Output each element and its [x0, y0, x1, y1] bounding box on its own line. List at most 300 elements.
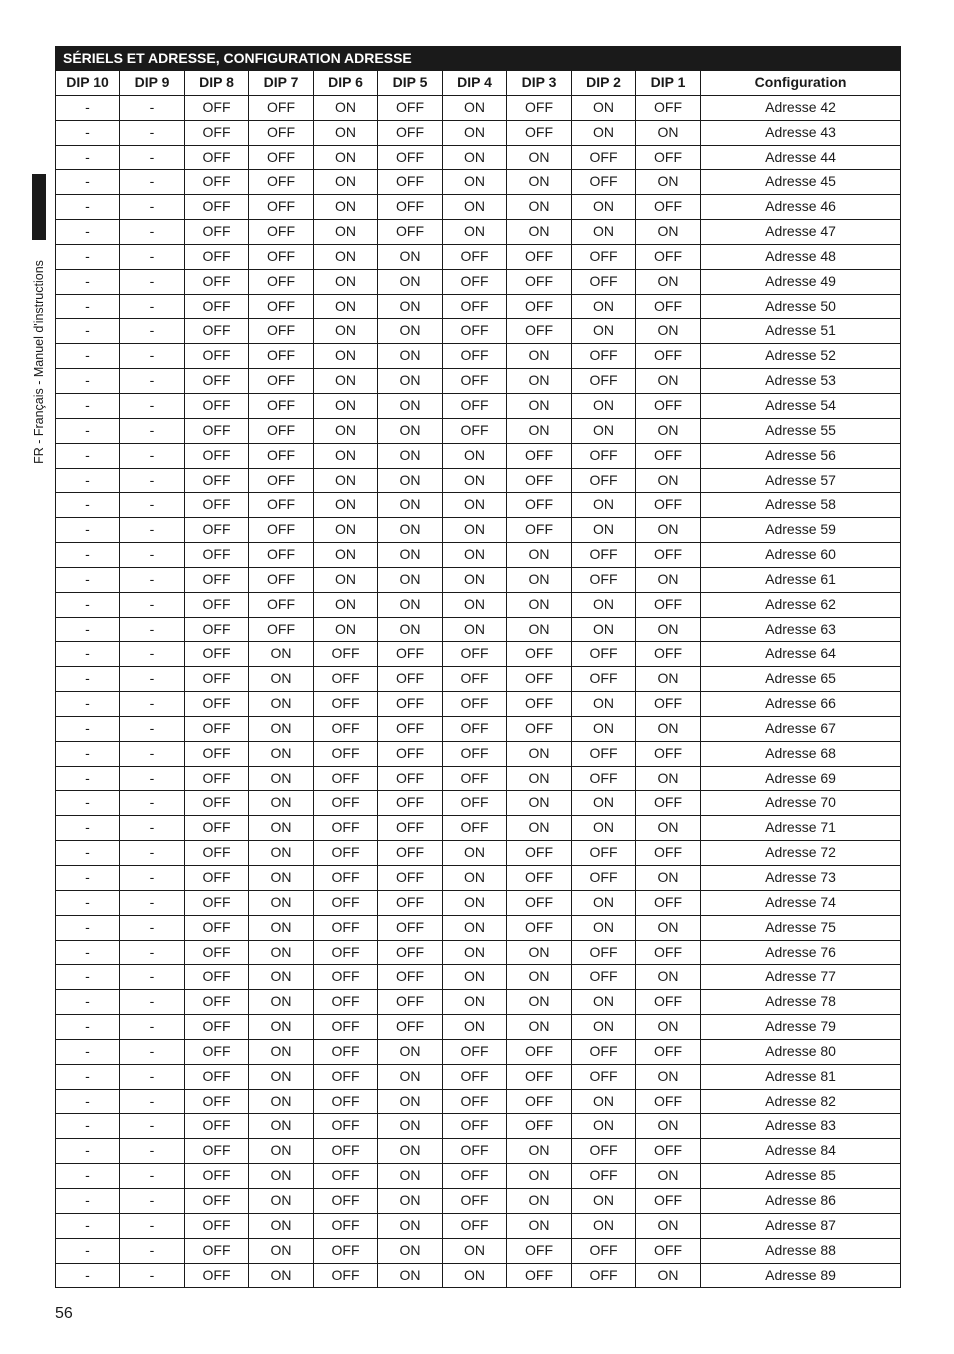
dip-switch-cell: ON [443, 145, 507, 170]
dip-switch-cell: OFF [443, 418, 507, 443]
dip-switch-cell: OFF [507, 120, 572, 145]
dip-switch-cell: OFF [185, 890, 249, 915]
dip-switch-cell: - [120, 965, 185, 990]
configuration-cell: Adresse 67 [701, 716, 901, 741]
dip-switch-cell: OFF [185, 518, 249, 543]
dip-switch-cell: OFF [378, 841, 443, 866]
dip-switch-cell: ON [314, 617, 378, 642]
dip-switch-cell: ON [507, 741, 572, 766]
table-row [56, 692, 901, 717]
dip-switch-cell: ON [378, 1213, 443, 1238]
dip-switch-cell: OFF [185, 1089, 249, 1114]
dip-switch-cell: ON [249, 692, 314, 717]
dip-switch-cell: ON [636, 567, 701, 592]
dip-switch-cell: ON [443, 195, 507, 220]
dip-switch-cell: - [120, 518, 185, 543]
dip-switch-cell: OFF [507, 1263, 572, 1288]
dip-switch-cell: OFF [185, 1188, 249, 1213]
dip-switch-cell: ON [249, 1164, 314, 1189]
dip-switch-cell: ON [378, 493, 443, 518]
table-title-row [56, 47, 901, 71]
dip-switch-cell: OFF [507, 716, 572, 741]
dip-switch-cell: OFF [507, 319, 572, 344]
dip-switch-cell: ON [443, 841, 507, 866]
dip-switch-cell: - [120, 766, 185, 791]
table-row [56, 567, 901, 592]
dip-switch-cell: OFF [378, 990, 443, 1015]
dip-switch-cell: OFF [185, 816, 249, 841]
table-row [56, 344, 901, 369]
dip-switch-cell: ON [572, 518, 636, 543]
dip-switch-cell: OFF [314, 1064, 378, 1089]
dip-switch-cell: OFF [443, 1139, 507, 1164]
dip-switch-cell: - [120, 468, 185, 493]
dip-switch-cell: OFF [249, 369, 314, 394]
dip-switch-cell: - [120, 816, 185, 841]
dip-switch-cell: ON [249, 915, 314, 940]
configuration-cell: Adresse 74 [701, 890, 901, 915]
dip-switch-cell: ON [636, 1263, 701, 1288]
dip-switch-cell: ON [572, 816, 636, 841]
dip-switch-cell: ON [507, 220, 572, 245]
configuration-cell: Adresse 43 [701, 120, 901, 145]
dip-switch-cell: ON [443, 990, 507, 1015]
dip-switch-cell: ON [443, 443, 507, 468]
dip-switch-cell: OFF [572, 344, 636, 369]
column-header: DIP 7 [249, 71, 314, 96]
configuration-cell: Adresse 51 [701, 319, 901, 344]
dip-switch-cell: ON [249, 1139, 314, 1164]
column-header: DIP 4 [443, 71, 507, 96]
dip-switch-cell: - [56, 816, 120, 841]
table-row [56, 1139, 901, 1164]
dip-switch-cell: - [56, 1263, 120, 1288]
table-row [56, 195, 901, 220]
dip-switch-cell: ON [249, 766, 314, 791]
dip-switch-cell: OFF [636, 642, 701, 667]
dip-switch-cell: ON [636, 716, 701, 741]
dip-switch-cell: OFF [378, 667, 443, 692]
dip-switch-cell: OFF [636, 95, 701, 120]
dip-switch-cell: ON [443, 567, 507, 592]
dip-switch-cell: OFF [185, 1238, 249, 1263]
dip-switch-cell: ON [636, 319, 701, 344]
configuration-cell: Adresse 65 [701, 667, 901, 692]
dip-switch-cell: OFF [378, 791, 443, 816]
table-row [56, 269, 901, 294]
configuration-cell: Adresse 56 [701, 443, 901, 468]
dip-switch-cell: OFF [314, 1139, 378, 1164]
dip-switch-cell: OFF [249, 592, 314, 617]
table-row [56, 1089, 901, 1114]
dip-switch-cell: OFF [572, 145, 636, 170]
table-row [56, 294, 901, 319]
dip-switch-cell: - [120, 319, 185, 344]
dip-switch-cell: OFF [185, 1015, 249, 1040]
dip-switch-cell: ON [249, 1188, 314, 1213]
table-row [56, 95, 901, 120]
dip-switch-cell: ON [636, 1064, 701, 1089]
dip-switch-cell: OFF [443, 344, 507, 369]
column-header: Configuration [701, 71, 901, 96]
dip-switch-cell: OFF [249, 617, 314, 642]
dip-switch-cell: ON [572, 1114, 636, 1139]
dip-switch-cell: OFF [314, 791, 378, 816]
dip-switch-cell: - [120, 791, 185, 816]
dip-switch-cell: ON [443, 493, 507, 518]
dip-switch-cell: - [56, 493, 120, 518]
dip-switch-cell: OFF [443, 294, 507, 319]
dip-switch-cell: ON [636, 120, 701, 145]
dip-switch-cell: OFF [378, 766, 443, 791]
dip-switch-cell: ON [636, 915, 701, 940]
dip-switch-cell: OFF [185, 592, 249, 617]
dip-switch-cell: OFF [378, 965, 443, 990]
dip-switch-cell: OFF [249, 393, 314, 418]
dip-switch-cell: ON [378, 1164, 443, 1189]
dip-switch-cell: - [120, 592, 185, 617]
dip-switch-cell: OFF [185, 642, 249, 667]
dip-switch-cell: ON [249, 841, 314, 866]
dip-switch-cell: OFF [636, 791, 701, 816]
dip-switch-cell: OFF [443, 393, 507, 418]
configuration-cell: Adresse 64 [701, 642, 901, 667]
dip-switch-cell: OFF [314, 1039, 378, 1064]
dip-switch-cell: ON [572, 1188, 636, 1213]
dip-switch-cell: OFF [378, 95, 443, 120]
dip-switch-cell: - [120, 244, 185, 269]
dip-switch-cell: OFF [185, 269, 249, 294]
dip-switch-cell: - [56, 244, 120, 269]
dip-switch-cell: ON [507, 766, 572, 791]
dip-switch-cell: ON [572, 195, 636, 220]
dip-switch-cell: ON [507, 990, 572, 1015]
table-row [56, 145, 901, 170]
dip-switch-cell: - [56, 393, 120, 418]
dip-switch-cell: ON [443, 592, 507, 617]
dip-switch-cell: OFF [314, 990, 378, 1015]
dip-switch-cell: OFF [443, 1114, 507, 1139]
dip-switch-cell: ON [507, 617, 572, 642]
configuration-cell: Adresse 62 [701, 592, 901, 617]
column-header: DIP 1 [636, 71, 701, 96]
table-row [56, 493, 901, 518]
dip-switch-cell: - [56, 1164, 120, 1189]
dip-switch-cell: ON [314, 592, 378, 617]
dip-switch-cell: - [56, 716, 120, 741]
column-header: DIP 8 [185, 71, 249, 96]
dip-switch-cell: OFF [185, 1064, 249, 1089]
dip-switch-cell: OFF [185, 195, 249, 220]
dip-switch-cell: ON [249, 1064, 314, 1089]
dip-switch-cell: ON [572, 617, 636, 642]
dip-switch-cell: ON [443, 890, 507, 915]
dip-switch-cell: OFF [249, 418, 314, 443]
dip-switch-cell: OFF [636, 1238, 701, 1263]
table-row [56, 741, 901, 766]
dip-switch-cell: ON [507, 567, 572, 592]
dip-switch-cell: ON [636, 866, 701, 891]
dip-switch-cell: OFF [443, 1039, 507, 1064]
dip-switch-cell: OFF [636, 890, 701, 915]
dip-switch-cell: ON [378, 1188, 443, 1213]
dip-switch-cell: OFF [507, 1039, 572, 1064]
column-header-row [56, 71, 901, 96]
table-row [56, 642, 901, 667]
table-row [56, 443, 901, 468]
dip-switch-cell: - [56, 120, 120, 145]
dip-switch-cell: - [56, 791, 120, 816]
dip-switch-cell: ON [378, 443, 443, 468]
dip-switch-cell: ON [572, 319, 636, 344]
dip-switch-cell: OFF [249, 220, 314, 245]
dip-switch-cell: OFF [443, 244, 507, 269]
dip-switch-cell: ON [378, 1238, 443, 1263]
dip-switch-cell: OFF [249, 95, 314, 120]
dip-switch-cell: OFF [249, 344, 314, 369]
dip-switch-cell: ON [443, 220, 507, 245]
configuration-cell: Adresse 45 [701, 170, 901, 195]
dip-switch-cell: ON [636, 369, 701, 394]
dip-switch-cell: - [120, 692, 185, 717]
dip-switch-cell: OFF [314, 1213, 378, 1238]
dip-switch-cell: OFF [443, 791, 507, 816]
dip-switch-cell: ON [572, 418, 636, 443]
configuration-cell: Adresse 70 [701, 791, 901, 816]
configuration-cell: Adresse 68 [701, 741, 901, 766]
dip-switch-cell: ON [249, 667, 314, 692]
dip-switch-cell: - [120, 393, 185, 418]
table-row [56, 965, 901, 990]
dip-switch-cell: OFF [314, 1238, 378, 1263]
dip-switch-cell: ON [314, 294, 378, 319]
dip-switch-cell: - [56, 468, 120, 493]
dip-switch-cell: - [120, 493, 185, 518]
dip-switch-cell: OFF [378, 642, 443, 667]
table-row [56, 1015, 901, 1040]
dip-switch-cell: OFF [378, 741, 443, 766]
dip-switch-cell: OFF [636, 543, 701, 568]
dip-switch-cell: ON [314, 344, 378, 369]
dip-switch-cell: OFF [185, 716, 249, 741]
table-row [56, 543, 901, 568]
dip-switch-cell: OFF [636, 592, 701, 617]
dip-switch-cell: - [120, 369, 185, 394]
dip-switch-cell: - [120, 95, 185, 120]
dip-switch-cell: OFF [507, 1089, 572, 1114]
dip-switch-cell: OFF [314, 642, 378, 667]
configuration-cell: Adresse 78 [701, 990, 901, 1015]
dip-switch-cell: ON [636, 667, 701, 692]
dip-switch-cell: - [120, 567, 185, 592]
dip-switch-cell: ON [636, 1114, 701, 1139]
dip-switch-cell: OFF [636, 393, 701, 418]
dip-switch-cell: OFF [507, 95, 572, 120]
dip-switch-cell: OFF [249, 518, 314, 543]
dip-switch-cell: ON [507, 393, 572, 418]
table-row [56, 841, 901, 866]
dip-switch-cell: OFF [507, 518, 572, 543]
dip-switch-cell: OFF [378, 816, 443, 841]
dip-switch-cell: ON [378, 319, 443, 344]
dip-switch-cell: OFF [572, 741, 636, 766]
dip-switch-cell: ON [314, 518, 378, 543]
table-row [56, 766, 901, 791]
dip-switch-cell: ON [507, 195, 572, 220]
dip-switch-cell: OFF [507, 269, 572, 294]
dip-switch-cell: OFF [572, 1164, 636, 1189]
dip-switch-cell: OFF [378, 915, 443, 940]
dip-switch-cell: ON [378, 1089, 443, 1114]
dip-switch-cell: ON [378, 418, 443, 443]
dip-switch-cell: OFF [572, 543, 636, 568]
dip-switch-cell: ON [378, 1263, 443, 1288]
dip-switch-cell: - [120, 1213, 185, 1238]
dip-switch-cell: - [56, 269, 120, 294]
dip-switch-cell: OFF [314, 915, 378, 940]
dip-switch-cell: OFF [572, 443, 636, 468]
dip-switch-cell: - [56, 965, 120, 990]
dip-switch-cell: OFF [572, 642, 636, 667]
table-row [56, 1238, 901, 1263]
dip-switch-cell: OFF [572, 965, 636, 990]
dip-switch-cell: OFF [249, 170, 314, 195]
dip-switch-cell: ON [249, 1213, 314, 1238]
configuration-cell: Adresse 53 [701, 369, 901, 394]
dip-switch-cell: - [56, 766, 120, 791]
dip-switch-cell: OFF [314, 1114, 378, 1139]
configuration-cell: Adresse 81 [701, 1064, 901, 1089]
dip-switch-cell: ON [572, 890, 636, 915]
dip-switch-cell: - [120, 1188, 185, 1213]
dip-switch-cell: OFF [314, 1188, 378, 1213]
dip-switch-cell: OFF [249, 567, 314, 592]
configuration-cell: Adresse 49 [701, 269, 901, 294]
dip-switch-cell: ON [636, 518, 701, 543]
dip-switch-cell: ON [314, 369, 378, 394]
dip-switch-cell: ON [378, 244, 443, 269]
dip-switch-cell: - [56, 369, 120, 394]
dip-switch-cell: ON [378, 468, 443, 493]
dip-switch-cell: OFF [185, 841, 249, 866]
dip-switch-cell: OFF [185, 1263, 249, 1288]
dip-switch-cell: ON [572, 1015, 636, 1040]
dip-switch-cell: ON [249, 890, 314, 915]
table-row [56, 1114, 901, 1139]
dip-switch-cell: OFF [185, 1139, 249, 1164]
dip-switch-cell: - [120, 890, 185, 915]
dip-switch-cell: ON [314, 468, 378, 493]
dip-switch-cell: - [56, 990, 120, 1015]
dip-switch-cell: ON [507, 418, 572, 443]
dip-switch-cell: OFF [185, 220, 249, 245]
configuration-cell: Adresse 54 [701, 393, 901, 418]
dip-switch-cell: OFF [185, 170, 249, 195]
configuration-cell: Adresse 75 [701, 915, 901, 940]
dip-switch-cell: - [56, 592, 120, 617]
dip-switch-cell: OFF [185, 915, 249, 940]
dip-switch-cell: OFF [636, 1039, 701, 1064]
configuration-cell: Adresse 88 [701, 1238, 901, 1263]
dip-switch-cell: - [120, 170, 185, 195]
dip-switch-cell: ON [572, 716, 636, 741]
dip-switch-cell: ON [314, 244, 378, 269]
dip-switch-cell: - [120, 344, 185, 369]
dip-switch-cell: - [56, 940, 120, 965]
dip-switch-cell: OFF [185, 766, 249, 791]
dip-switch-cell: OFF [185, 418, 249, 443]
dip-switch-cell: OFF [507, 692, 572, 717]
dip-switch-cell: OFF [185, 468, 249, 493]
dip-switch-cell: OFF [185, 1039, 249, 1064]
dip-switch-cell: OFF [314, 766, 378, 791]
dip-switch-cell: ON [249, 990, 314, 1015]
dip-switch-cell: ON [314, 493, 378, 518]
configuration-cell: Adresse 46 [701, 195, 901, 220]
dip-switch-cell: ON [636, 1164, 701, 1189]
dip-switch-cell: - [56, 145, 120, 170]
dip-switch-cell: ON [572, 1213, 636, 1238]
configuration-cell: Adresse 72 [701, 841, 901, 866]
dip-switch-cell: OFF [378, 170, 443, 195]
dip-switch-cell: ON [378, 294, 443, 319]
dip-switch-cell: ON [249, 741, 314, 766]
dip-switch-cell: - [56, 1039, 120, 1064]
dip-switch-cell: OFF [185, 1114, 249, 1139]
table-row [56, 667, 901, 692]
table-row [56, 990, 901, 1015]
dip-switch-cell: OFF [572, 468, 636, 493]
dip-switch-cell: ON [443, 866, 507, 891]
dip-switch-cell: OFF [185, 120, 249, 145]
dip-switch-cell: OFF [185, 443, 249, 468]
side-language-label: FR - Français - Manuel d'instructions [32, 260, 46, 464]
dip-switch-cell: ON [507, 369, 572, 394]
dip-switch-cell: ON [443, 468, 507, 493]
dip-switch-cell: OFF [249, 195, 314, 220]
dip-switch-cell: ON [378, 1114, 443, 1139]
dip-switch-cell: OFF [443, 816, 507, 841]
configuration-cell: Adresse 61 [701, 567, 901, 592]
dip-switch-cell: - [120, 1015, 185, 1040]
dip-switch-cell: OFF [249, 468, 314, 493]
configuration-cell: Adresse 77 [701, 965, 901, 990]
dip-switch-cell: - [56, 890, 120, 915]
dip-switch-cell: OFF [185, 344, 249, 369]
dip-switch-cell: ON [636, 170, 701, 195]
table-row [56, 244, 901, 269]
dip-switch-cell: - [56, 319, 120, 344]
dip-switch-cell: ON [378, 567, 443, 592]
dip-switch-cell: - [56, 170, 120, 195]
dip-switch-cell: OFF [572, 766, 636, 791]
table-row [56, 1213, 901, 1238]
dip-switch-cell: OFF [378, 1015, 443, 1040]
configuration-cell: Adresse 57 [701, 468, 901, 493]
side-tab-marker [32, 174, 46, 240]
configuration-cell: Adresse 87 [701, 1213, 901, 1238]
table-row [56, 716, 901, 741]
dip-switch-cell: - [56, 1238, 120, 1263]
dip-switch-cell: OFF [185, 617, 249, 642]
dip-switch-cell: OFF [572, 866, 636, 891]
dip-switch-cell: ON [378, 592, 443, 617]
dip-switch-cell: ON [636, 418, 701, 443]
dip-switch-cell: - [56, 1089, 120, 1114]
dip-switch-cell: ON [443, 543, 507, 568]
dip-switch-cell: - [56, 195, 120, 220]
dip-switch-cell: OFF [249, 443, 314, 468]
